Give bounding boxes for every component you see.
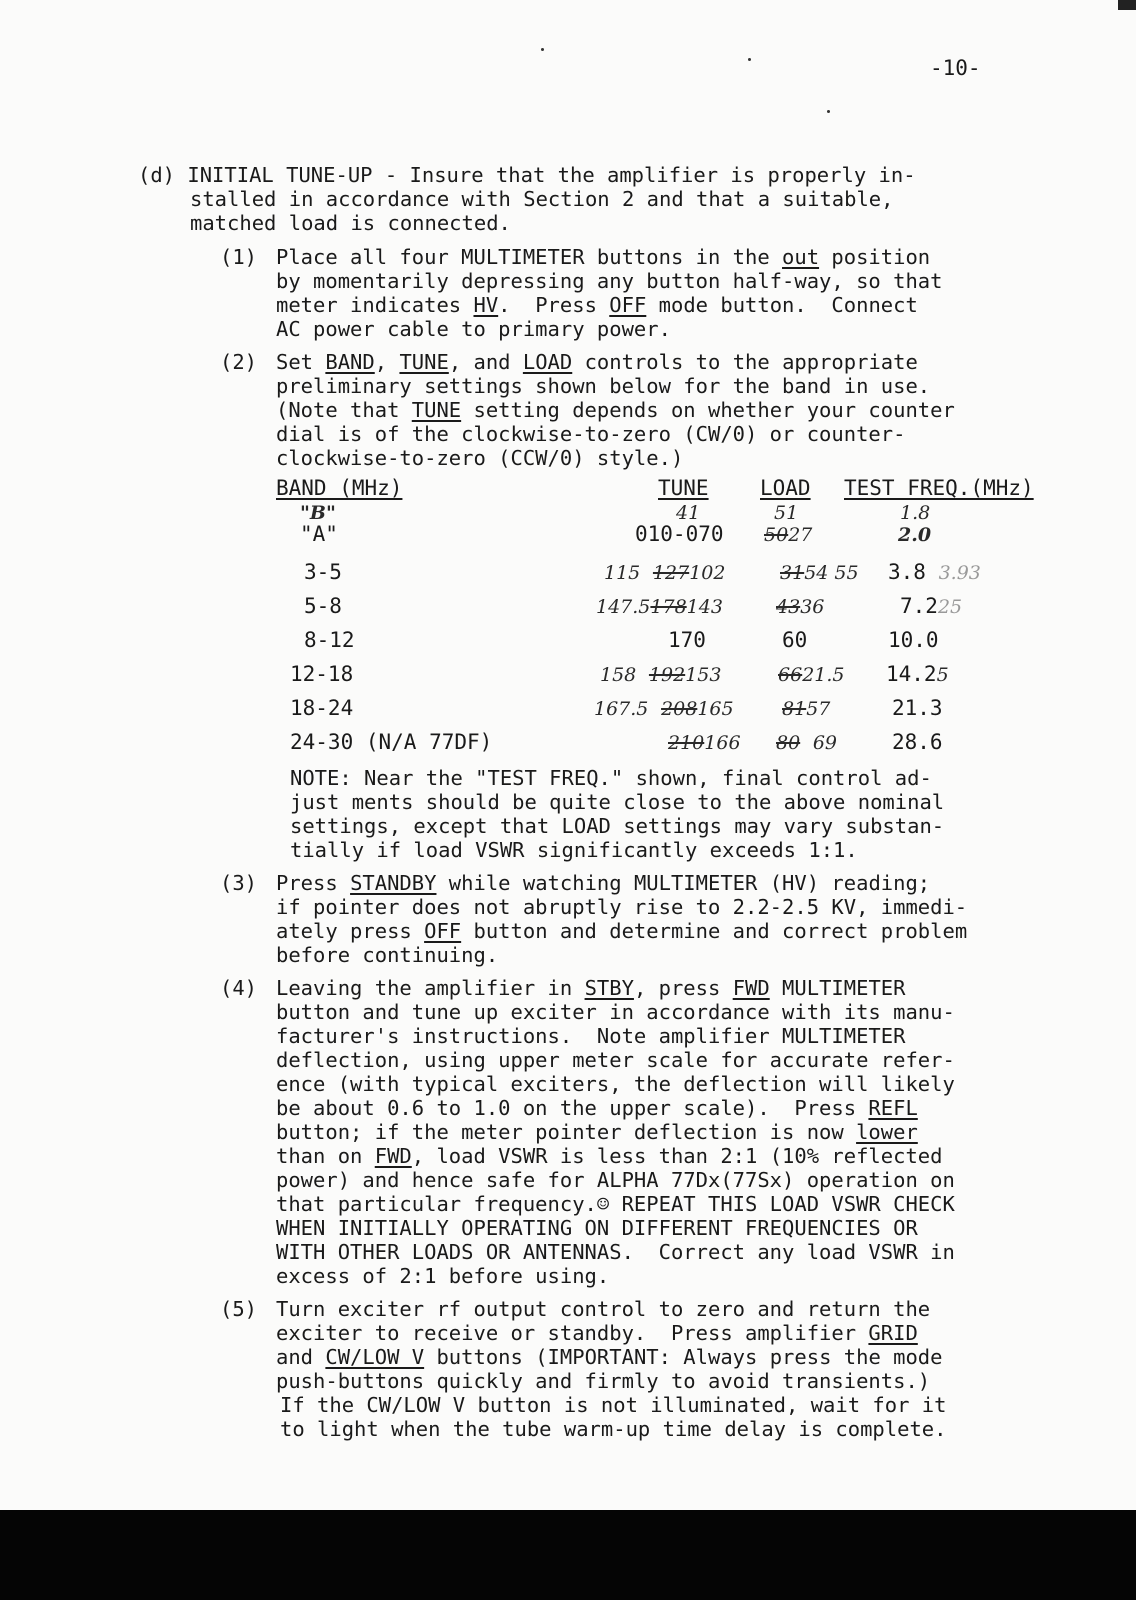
table-cell-freq: 10.0 [888,628,939,652]
step2-line: dial is of the clockwise-to-zero (CW/0) or counter- [276,422,906,446]
step2-line: (Note that TUNE setting depends on whether your counter [276,398,955,422]
scan-bottom-bar [0,1510,1136,1600]
table-cell-hw: "B" [300,502,336,524]
step5-line: Turn exciter rf output control to zero and return the [276,1297,931,1321]
table-cell-hw: 51 [774,502,799,524]
table-cell-load: 8157 [782,698,831,720]
table-cell-band: 8-12 [304,628,355,652]
table-cell-freq: 14.25 [886,662,949,686]
table-cell-hw: 1.8 [900,502,931,524]
col-header-band: BAND (MHz) [276,476,403,500]
table-cell-band: 12-18 [290,662,354,686]
step4-line: button and tune up exciter in accordance with its manu- [276,1000,955,1024]
table-cell-band: 5-8 [304,594,342,618]
table-cell-load: 5027 [764,524,813,546]
table-cell-freq: 21.3 [892,696,943,720]
step4-line: WITH OTHER LOADS OR ANTENNAS. Correct any load VSWR in [276,1240,955,1264]
table-cell-band: "A" [300,522,338,546]
step5-line: to light when the tube warm-up time delay is complete. [280,1417,947,1441]
table-cell-tune: 147.5178143 [596,596,723,618]
note-line: tially if load VSWR significantly exceeds 1:1. [290,838,858,862]
col-header-freq: TEST FREQ.(MHz) [844,476,1034,500]
step4-line: button; if the meter pointer deflection is now lower [276,1120,918,1144]
step1-line: by momentarily depressing any button half-way, so that [276,269,943,293]
step4-line: WHEN INITIALLY OPERATING ON DIFFERENT FREQUENCIES OR [276,1216,918,1240]
step1-line: Place all four MULTIMETER buttons in the out position [276,245,931,269]
step4-line: be about 0.6 to 1.0 on the upper scale). Press REFL [276,1096,918,1120]
note-line: just ments should be quite close to the above nominal [290,790,945,814]
table-cell-tune: 010-070 [635,522,724,546]
section-d-line: matched load is connected. [190,211,511,235]
section-d-line: (d) INITIAL TUNE-UP - Insure that the amplifier is properly in- [138,163,916,187]
table-cell-load: 80 69 [776,732,838,754]
table-cell-band: 3-5 [304,560,342,584]
step5-line: push-buttons quickly and firmly to avoid transients.) [276,1369,931,1393]
step-number: (3) [220,871,258,895]
step4-line: ence (with typical exciters, the deflection will likely [276,1072,955,1096]
step-number: (5) [220,1297,258,1321]
step2-line: preliminary settings shown below for the band in use. [276,374,931,398]
step4-line: deflection, using upper meter scale for accurate refer- [276,1048,955,1072]
table-cell-load: 60 [782,628,808,652]
col-header-tune: TUNE [658,476,709,500]
table-cell-freq: 2.0 [898,524,932,546]
table-cell-freq: 7.225 [900,594,963,618]
step4-line: facturer's instructions. Note amplifier MULTIMETER [276,1024,906,1048]
step4-line: that particular frequency.☺ REPEAT THIS LOAD VSWR CHECK [276,1192,955,1216]
step1-line: meter indicates HV. Press OFF mode button. Connect [276,293,918,317]
step5-line: and CW/LOW V buttons (IMPORTANT: Always press the mode [276,1345,943,1369]
step4-line: Leaving the amplifier in STBY, press FWD MULTIMETER [276,976,906,1000]
table-cell-load: 6621.5 [778,664,845,686]
note-line: NOTE: Near the "TEST FREQ." shown, final control ad- [290,766,932,790]
col-header-load: LOAD [760,476,811,500]
step3-line: ately press OFF button and determine and correct problem [276,919,968,943]
scan-speck [541,48,544,51]
table-cell-tune: 158 192153 [600,664,722,686]
scan-edge-mark [1118,0,1136,10]
step2-line: Set BAND, TUNE, and LOAD controls to the appropriate [276,350,918,374]
step2-line: clockwise-to-zero (CCW/0) style.) [276,446,684,470]
step4-line: power) and hence safe for ALPHA 77Dx(77Sx) operation on [276,1168,955,1192]
table-cell-load: 4336 [776,596,825,618]
table-cell-freq: 3.8 3.93 [888,560,981,584]
step3-line: if pointer does not abruptly rise to 2.2-2.5 KV, immedi- [276,895,968,919]
step-number: (4) [220,976,258,1000]
scan-speck [748,58,751,61]
table-cell-band: 24-30 (N/A 77DF) [290,730,493,754]
table-cell-tune: 210166 [668,732,741,754]
page-number: -10- [930,56,981,80]
step5-line: exciter to receive or standby. Press amplifier GRID [276,1321,918,1345]
step5-line: If the CW/LOW V button is not illuminated, wait for it [280,1393,947,1417]
step1-line: AC power cable to primary power. [276,317,671,341]
scan-speck [827,110,830,113]
table-cell-tune: 115 127102 [604,562,726,584]
step4-line: than on FWD, load VSWR is less than 2:1 (10% reflected [276,1144,943,1168]
step4-line: excess of 2:1 before using. [276,1264,610,1288]
table-cell-hw: 41 [676,502,701,524]
note-line: settings, except that LOAD settings may vary substan- [290,814,945,838]
table-cell-band: 18-24 [290,696,354,720]
step3-line: Press STANDBY while watching MULTIMETER (HV) reading; [276,871,931,895]
table-cell-tune: 170 [668,628,706,652]
table-cell-freq: 28.6 [892,730,943,754]
step-number: (1) [220,245,258,269]
step-number: (2) [220,350,258,374]
step3-line: before continuing. [276,943,499,967]
table-cell-load: 3154 55 [780,562,859,584]
table-cell-tune: 167.5 208165 [594,698,734,720]
section-d-line: stalled in accordance with Section 2 and that a suitable, [190,187,894,211]
